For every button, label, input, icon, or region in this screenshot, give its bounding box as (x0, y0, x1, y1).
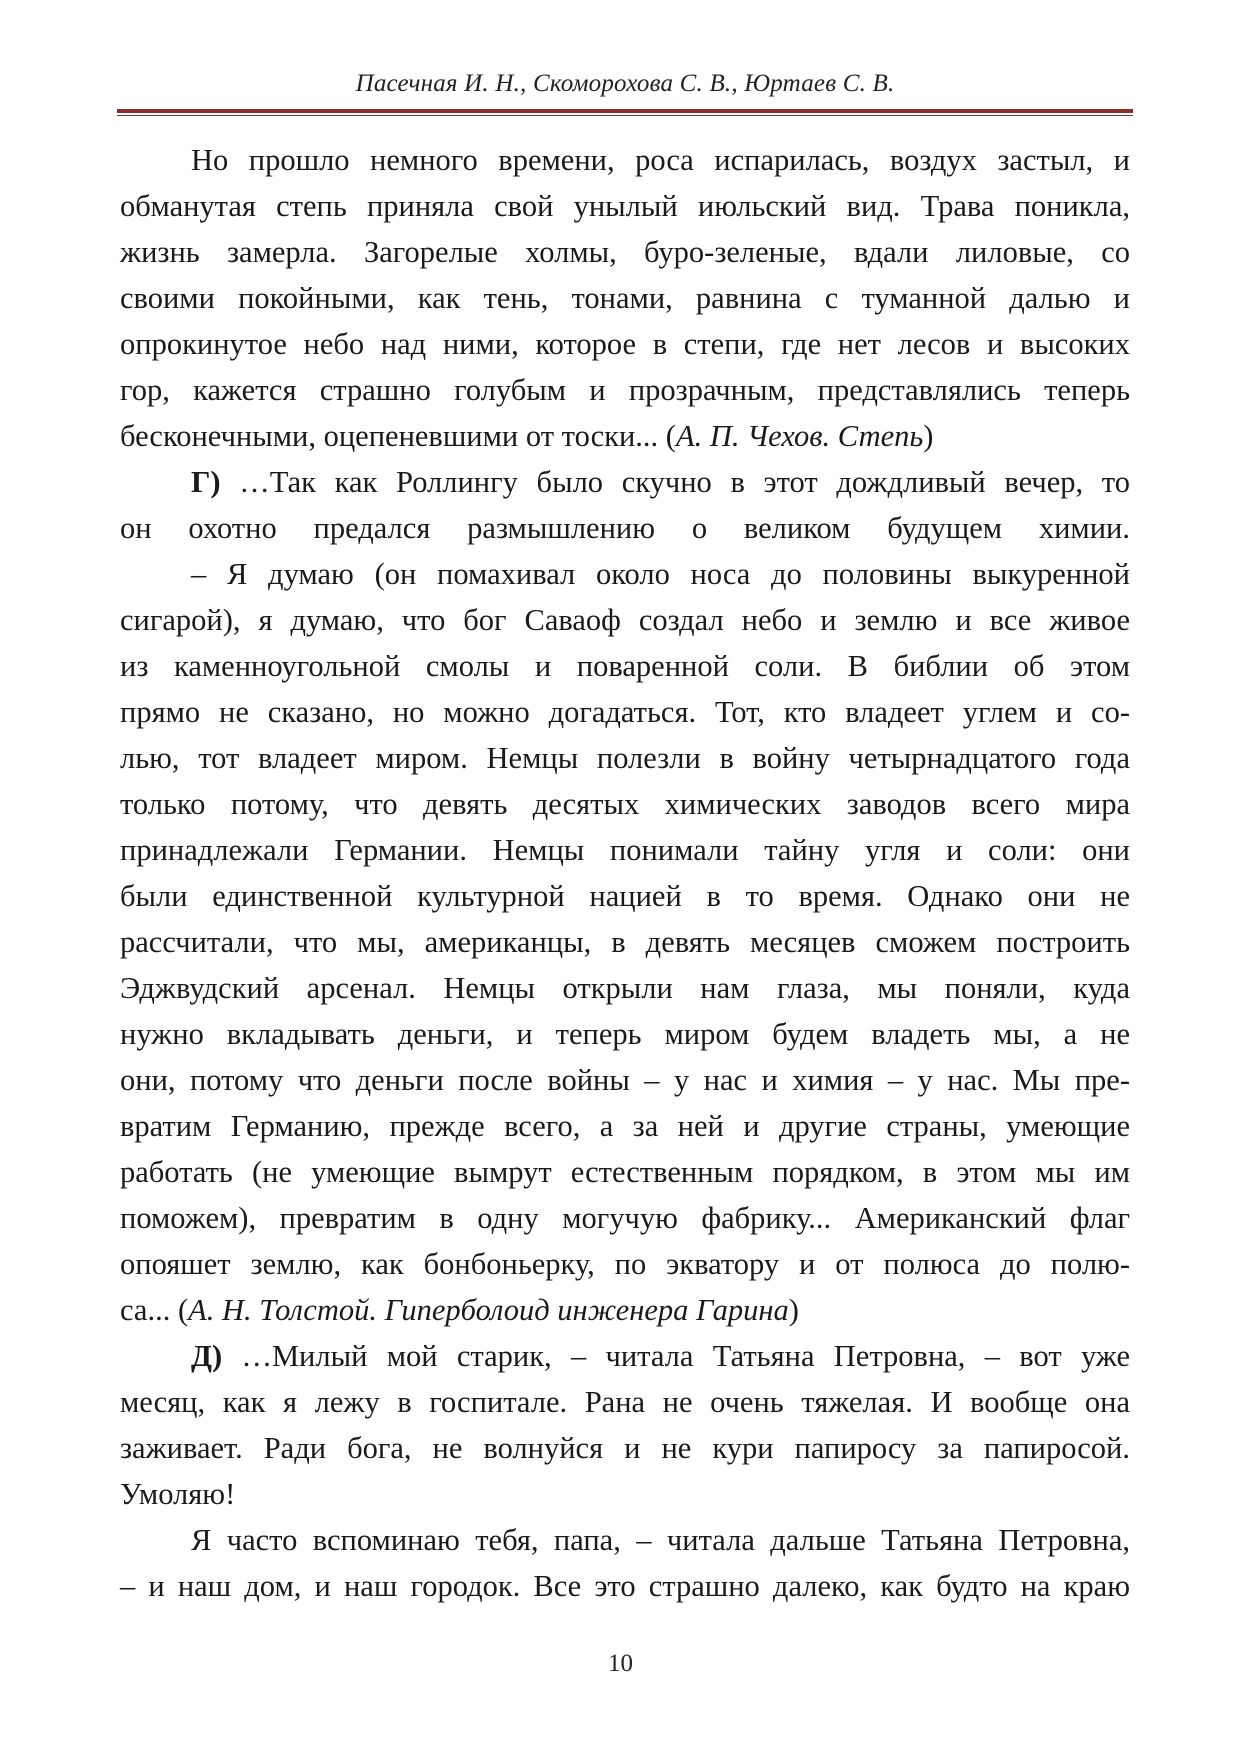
text-line: нужно вкладывать деньги, и теперь миром будем владеть мы, а не (120, 1017, 1130, 1051)
text-fragment: …Милый мой старик, – читала Татьяна Петровна, – вот уже (222, 1339, 1130, 1373)
text-line: прямо не сказано, но можно догадаться. Тот, кто владеет углем и со- (120, 695, 1130, 729)
text-line: принадлежали Германии. Немцы понимали тайну угля и соли: они (120, 833, 1130, 867)
text-line (120, 1333, 1130, 1379)
text-line: были единственной культурной нацией в то время. Однако они не (120, 879, 1130, 913)
text-line: только потому, что девять десятых химических заводов всего мира (120, 787, 1130, 821)
text-line: поможем), превратим в одну могучую фабрику... Американский флаг (120, 1201, 1130, 1235)
text-line: – и наш дом, и наш городок. Все это страшно далеко, как будто на краю (120, 1569, 1130, 1603)
text-fragment: бесконечными, оцепеневшими от тоски... ( (120, 419, 676, 453)
exercise-label-g: Г) (191, 465, 221, 499)
exercise-label-d: Д) (191, 1339, 223, 1373)
paragraph-d (120, 1333, 1130, 1517)
header-rule (117, 109, 1133, 117)
text-line: опрокинутое небо над ними, которое в степи, где нет лесов и высоких (120, 327, 1130, 361)
text-line: они, потому что деньги после войны – у нас и химия – у нас. Мы пре- (120, 1063, 1130, 1097)
text-line: жизнь замерла. Загорелые холмы, буро-зеленые, вдали лиловые, со (120, 235, 1130, 269)
running-header: Пасечная И. Н., Скоморохова С. В., Юртаев С. В. (355, 70, 895, 97)
text-line: лью, тот владеет миром. Немцы полезли в войну четырнадцатого года (120, 741, 1130, 775)
text-line: из каменноугольной смолы и поваренной соли. В библии об этом (120, 649, 1130, 683)
citation-chekhov: А. П. Чехов. Степь (675, 419, 924, 453)
text-fragment: са... ( (120, 1293, 189, 1327)
body-text (120, 137, 1130, 1609)
text-line: месяц, как я лежу в госпитале. Рана не очень тяжелая. И вообще она (120, 1385, 1130, 1419)
text-line: сигарой), я думаю, что бог Саваоф создал небо и землю и все живое (120, 603, 1130, 637)
text-line: гор, кажется страшно голубым и прозрачным, представлялись теперь (120, 373, 1130, 407)
text-line: – Я думаю (он помахивал около носа до половины выкуренной (191, 557, 1130, 591)
paragraph-steppe (120, 137, 1130, 459)
text-line: своими покойными, как тень, тонами, равнина с туманной далью и (120, 281, 1130, 315)
text-fragment: ) (923, 419, 934, 453)
text-line: Эджвудский арсенал. Немцы открыли нам глаза, мы поняли, куда (120, 971, 1130, 1005)
header-rule-thick (117, 109, 1133, 113)
text-fragment: ) (788, 1293, 799, 1327)
text-line: он охотно предался размышлению о великом будущем химии. (120, 511, 1130, 545)
header-rule-thin (117, 115, 1133, 116)
paragraph-letter (120, 1517, 1130, 1609)
text-line (120, 413, 1130, 459)
paragraph-g (120, 459, 1130, 551)
text-line: обманутая степь приняла свой унылый июльский вид. Трава поникла, (120, 189, 1130, 223)
text-line: опояшет землю, как бонбоньерку, по экватору и от полюса до полю- (120, 1247, 1130, 1281)
text-line (120, 1287, 1130, 1333)
citation-tolstoy: А. Н. Толстой. Гиперболоид инженера Гарина (188, 1293, 789, 1327)
text-line (120, 459, 1130, 505)
text-line: заживает. Ради бога, не волнуйся и не кури папиросу за папиросой. (120, 1431, 1130, 1465)
text-line: вратим Германию, прежде всего, а за ней и другие страны, умеющие (120, 1109, 1130, 1143)
text-line: рассчитали, что мы, американцы, в девять месяцев сможем построить (120, 925, 1130, 959)
text-line: Умоляю! (120, 1477, 236, 1511)
paragraph-rolling-speech (120, 551, 1130, 1333)
page-number: 10 (608, 1650, 633, 1677)
text-fragment: …Так как Роллингу было скучно в этот дождливый вечер, то (220, 465, 1130, 499)
text-line: Я часто вспоминаю тебя, папа, – читала дальше Татьяна Петровна, (191, 1523, 1130, 1557)
text-line: работать (не умеющие вымрут естественным порядком, в этом мы им (120, 1155, 1130, 1189)
text-line: Но прошло немного времени, роса испарилась, воздух застыл, и (191, 143, 1130, 177)
